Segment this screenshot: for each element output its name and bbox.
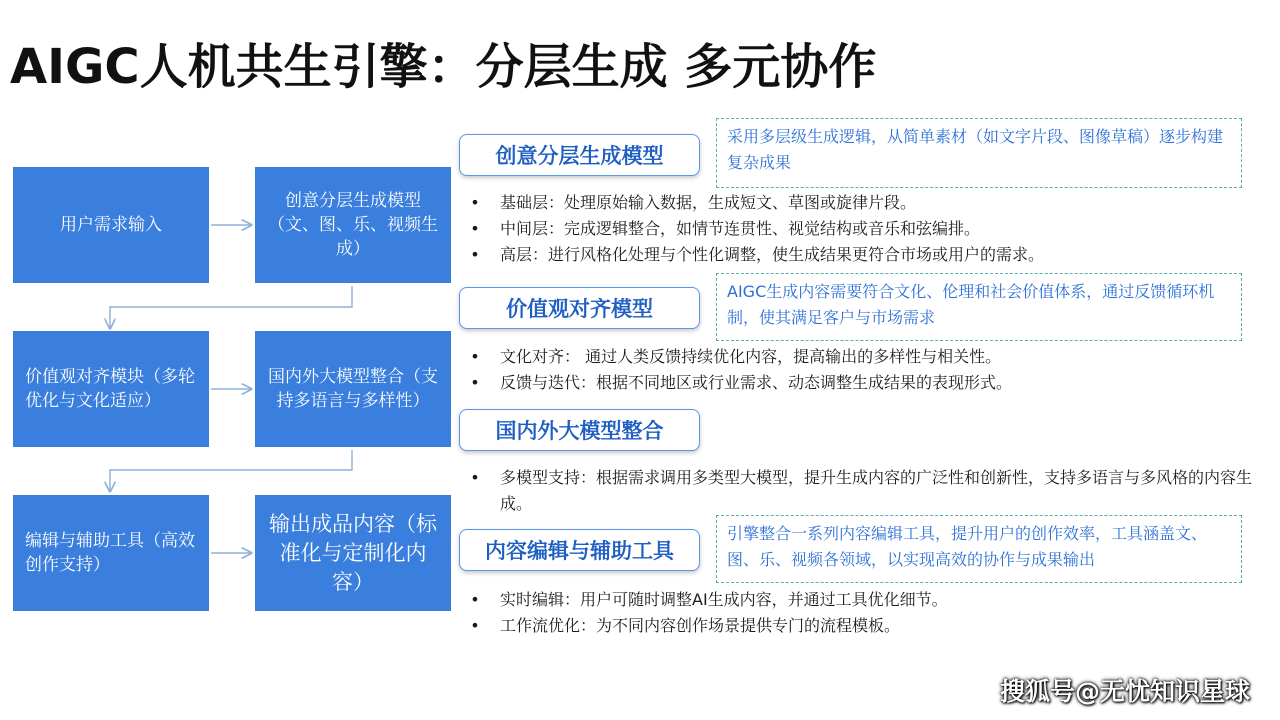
arrow-integration-to-tools xyxy=(110,450,352,491)
note-value-alignment: AIGC生成内容需要符合文化、伦理和社会价值体系，通过反馈循环机制，使其满足客户与市场需求 xyxy=(716,273,1242,341)
section-title-creative-model: 创意分层生成模型 xyxy=(459,134,700,176)
flow-box-user-input: 用户需求输入 xyxy=(13,167,209,283)
list-item: • 反馈与迭代：根据不同地区或行业需求、动态调整生成结果的表现形式。 xyxy=(468,370,1012,396)
list-item: • 基础层：处理原始输入数据，生成短文、草图或旋律片段。 xyxy=(468,190,1044,216)
arrow-creative-to-values xyxy=(110,286,352,328)
watermark: 搜狐号@无忧知识星球 xyxy=(999,677,1250,706)
bullet-list-model-integration xyxy=(468,465,1260,517)
list-item: • 实时编辑：用户可随时调整AI生成内容，并通过工具优化细节。 xyxy=(468,587,948,613)
section-title-editing-tools: 内容编辑与辅助工具 xyxy=(459,529,700,571)
bullet-dot: • xyxy=(470,193,480,212)
bullet-dot: • xyxy=(470,590,480,609)
note-editing-tools: 引擎整合一系列内容编辑工具，提升用户的创作效率，工具涵盖文、图、乐、视频各领域，以实现高效的协作与成果输出 xyxy=(716,515,1242,583)
bullet-dot: • xyxy=(470,219,480,238)
note-creative-model: 采用多层级生成逻辑，从简单素材（如文字片段、图像草稿）逐步构建复杂成果 xyxy=(716,118,1242,188)
section-title-value-alignment: 价值观对齐模型 xyxy=(459,287,700,329)
bullet-dot: • xyxy=(470,616,480,635)
section-title-model-integration: 国内外大模型整合 xyxy=(459,409,700,451)
list-item: • 文化对齐： 通过人类反馈持续优化内容，提高输出的多样性与相关性。 xyxy=(468,344,1012,370)
list-item: • 中间层：完成逻辑整合，如情节连贯性、视觉结构或音乐和弦编排。 xyxy=(468,216,1044,242)
flow-box-output: 输出成品内容（标准化与定制化内容） xyxy=(255,495,451,611)
flow-box-model-integration: 国内外大模型整合（支持多语言与多样性） xyxy=(255,331,451,447)
bullet-list-creative-model xyxy=(468,190,1044,268)
list-item: • 多模型支持：根据需求调用多类型大模型，提升生成内容的广泛性和创新性，支持多语言与多风格的内容生成。 xyxy=(468,465,1260,517)
bullet-dot: • xyxy=(470,245,480,264)
page-title: AIGC人机共生引擎：分层生成 多元协作 xyxy=(10,39,877,95)
bullet-dot: • xyxy=(470,347,480,366)
bullet-list-editing-tools xyxy=(468,587,948,639)
list-item: • 工作流优化：为不同内容创作场景提供专门的流程模板。 xyxy=(468,613,948,639)
flow-box-editing-tools: 编辑与辅助工具（高效创作支持） xyxy=(13,495,209,611)
bullet-list-value-alignment xyxy=(468,344,1012,396)
bullet-dot: • xyxy=(470,373,480,392)
flow-box-value-alignment: 价值观对齐模块（多轮优化与文化适应） xyxy=(13,331,209,447)
flow-box-creative-model: 创意分层生成模型（文、图、乐、视频生成） xyxy=(255,167,451,283)
list-item: • 高层：进行风格化处理与个性化调整，使生成结果更符合市场或用户的需求。 xyxy=(468,242,1044,268)
bullet-dot: • xyxy=(470,468,480,487)
